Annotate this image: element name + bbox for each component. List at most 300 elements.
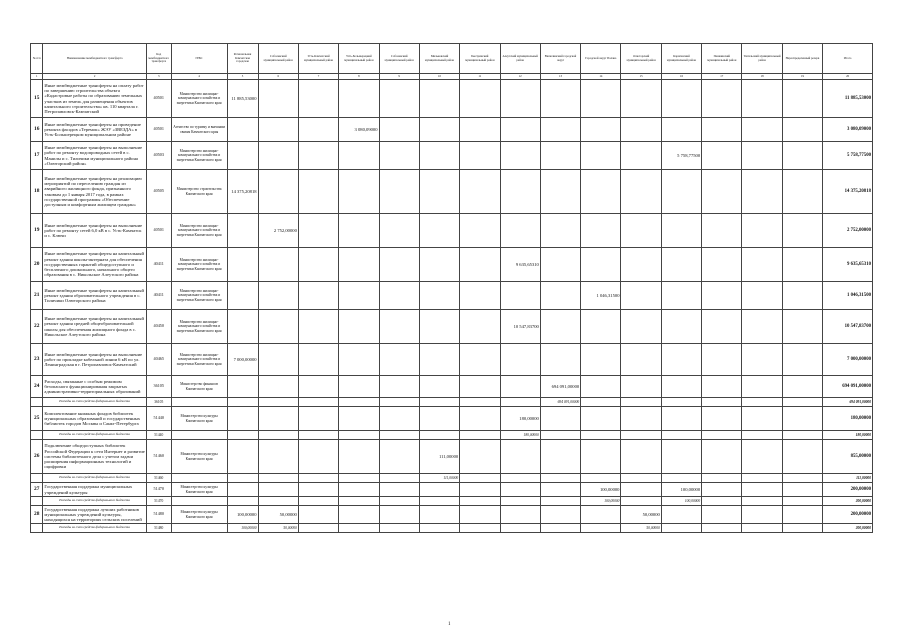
amount-cell bbox=[298, 474, 338, 483]
amount-cell: 111,00000 bbox=[419, 440, 459, 474]
total-cell: 200,00000 bbox=[823, 483, 873, 497]
row-number bbox=[31, 431, 43, 440]
amount-cell bbox=[298, 118, 338, 142]
total-cell: 5 758,77500 bbox=[823, 142, 873, 170]
amount-cell bbox=[419, 431, 459, 440]
amount-cell bbox=[339, 142, 379, 170]
header-grbs: ГРБС bbox=[171, 44, 227, 74]
subtotal-row bbox=[31, 497, 873, 506]
amount-cell bbox=[500, 282, 540, 310]
total-cell: 111,00000 bbox=[823, 474, 873, 483]
amount-cell bbox=[419, 344, 459, 376]
amount-cell bbox=[419, 80, 459, 118]
amount-cell bbox=[227, 474, 258, 483]
subtotal-row bbox=[31, 431, 873, 440]
column-number: 20 bbox=[823, 74, 873, 80]
amount-cell bbox=[419, 407, 459, 431]
transfer-code: 40411 bbox=[146, 282, 171, 310]
amount-cell bbox=[460, 431, 500, 440]
amount-cell bbox=[782, 170, 822, 214]
amount-cell bbox=[581, 344, 621, 376]
header-district: Тигильский муниципальный район bbox=[742, 44, 782, 74]
amount-cell bbox=[661, 431, 701, 440]
total-cell: 1 046,31500 bbox=[823, 282, 873, 310]
amount-cell bbox=[661, 282, 701, 310]
amount-cell bbox=[339, 524, 379, 533]
amount-cell bbox=[379, 376, 419, 398]
amount-cell bbox=[702, 407, 742, 431]
amount-cell bbox=[702, 282, 742, 310]
amount-cell bbox=[227, 310, 258, 344]
amount-cell: 100,00000 bbox=[227, 506, 258, 524]
amount-cell bbox=[460, 398, 500, 407]
amount-cell bbox=[621, 214, 661, 248]
amount-cell bbox=[661, 344, 701, 376]
amount-cell: 14 375,20818 bbox=[227, 170, 258, 214]
amount-cell bbox=[742, 474, 782, 483]
amount-cell bbox=[227, 407, 258, 431]
amount-cell bbox=[379, 310, 419, 344]
amount-cell bbox=[742, 248, 782, 282]
header-district: Усть-Большерецкий муниципальный район bbox=[339, 44, 379, 74]
amount-cell bbox=[500, 118, 540, 142]
header-district: Соболевский муниципальный район bbox=[258, 44, 298, 74]
amount-cell bbox=[460, 282, 500, 310]
amount-cell bbox=[419, 524, 459, 533]
amount-cell bbox=[460, 344, 500, 376]
amount-cell bbox=[621, 440, 661, 474]
amount-cell bbox=[339, 407, 379, 431]
transfer-code: 40411 bbox=[146, 248, 171, 282]
amount-cell bbox=[742, 142, 782, 170]
amount-cell bbox=[419, 248, 459, 282]
amount-cell bbox=[581, 142, 621, 170]
transfer-code: 40501 bbox=[146, 80, 171, 118]
amount-cell bbox=[661, 376, 701, 398]
transfer-name: Подключение общедоступных библиотек Российской Федерации к сети Интернет и развитие системы библиотечного дела с учетом задачи расширения информационных технологий и оцифровки bbox=[43, 440, 146, 474]
amount-cell bbox=[419, 214, 459, 248]
total-cell: 180,00000 bbox=[823, 431, 873, 440]
amount-cell bbox=[379, 483, 419, 497]
grbs-name bbox=[171, 431, 227, 440]
amount-cell: 50,00000 bbox=[258, 524, 298, 533]
row-number: 24 bbox=[31, 376, 43, 398]
transfer-code: 51440 bbox=[146, 407, 171, 431]
table-row bbox=[31, 344, 873, 376]
amount-cell bbox=[298, 524, 338, 533]
amount-cell bbox=[298, 376, 338, 398]
column-number: 7 bbox=[298, 74, 338, 80]
header-total: Итого bbox=[823, 44, 873, 74]
amount-cell bbox=[258, 282, 298, 310]
amount-cell: 2 752,00000 bbox=[258, 214, 298, 248]
column-number: 3 bbox=[146, 74, 171, 80]
amount-cell bbox=[379, 344, 419, 376]
row-number: 15 bbox=[31, 80, 43, 118]
amount-cell bbox=[621, 376, 661, 398]
transfer-code: 51460 bbox=[146, 474, 171, 483]
transfer-code: 36105 bbox=[146, 376, 171, 398]
transfer-code: 51470 bbox=[146, 483, 171, 497]
column-number: 11 bbox=[460, 74, 500, 80]
column-number: 12 bbox=[500, 74, 540, 80]
amount-cell bbox=[540, 248, 580, 282]
amount-cell bbox=[379, 431, 419, 440]
amount-cell bbox=[581, 506, 621, 524]
amount-cell: 111,00000 bbox=[419, 474, 459, 483]
amount-cell bbox=[460, 407, 500, 431]
amount-cell bbox=[581, 170, 621, 214]
amount-cell bbox=[379, 118, 419, 142]
amount-cell bbox=[258, 474, 298, 483]
grbs-name: Министерство строительства Камчатского края bbox=[171, 170, 227, 214]
column-number: 5 bbox=[227, 74, 258, 80]
grbs-name: Министерство жилищно-коммунального хозяйства и энергетики Камчатского края bbox=[171, 282, 227, 310]
grbs-name: Министерство жилищно-коммунального хозяйства и энергетики Камчатского края bbox=[171, 248, 227, 282]
transfer-name: Комплектование книжных фондов библиотек муниципальных образований и государственных библиотек городов Москвы и Санкт-Петербурга bbox=[43, 407, 146, 431]
amount-cell bbox=[540, 440, 580, 474]
amount-cell bbox=[581, 398, 621, 407]
table-row bbox=[31, 506, 873, 524]
amount-cell bbox=[621, 142, 661, 170]
amount-cell bbox=[460, 440, 500, 474]
transfer-code: 40501 bbox=[146, 214, 171, 248]
transfer-code: 40450 bbox=[146, 310, 171, 344]
amount-cell bbox=[258, 118, 298, 142]
amount-cell bbox=[702, 214, 742, 248]
transfer-code: 51440 bbox=[146, 431, 171, 440]
amount-cell bbox=[460, 483, 500, 497]
amount-cell bbox=[258, 440, 298, 474]
grbs-name: Министерство финансов Камчатского края bbox=[171, 376, 227, 398]
amount-cell bbox=[298, 248, 338, 282]
column-number: 6 bbox=[258, 74, 298, 80]
row-number bbox=[31, 474, 43, 483]
amount-cell bbox=[298, 497, 338, 506]
transfer-name: Иные межбюджетные трансферты на реализацию мероприятий по переселению граждан из аварийного жилищного фонда, признанного таковым до 1 января 2017 года, в рамках государственной программы «Обеспечение доступным и комфортным жилищем граждан» bbox=[43, 170, 146, 214]
table-body bbox=[31, 80, 873, 533]
transfer-name: Расходы за счет средств федерального бюджета bbox=[43, 474, 146, 483]
row-number: 18 bbox=[31, 170, 43, 214]
transfer-code: 51480 bbox=[146, 524, 171, 533]
transfers-table bbox=[30, 43, 873, 533]
amount-cell bbox=[227, 282, 258, 310]
grbs-name: Министерство жилищно-коммунального хозяйства и энергетики Камчатского края bbox=[171, 344, 227, 376]
amount-cell bbox=[661, 506, 701, 524]
amount-cell bbox=[258, 376, 298, 398]
amount-cell bbox=[339, 282, 379, 310]
amount-cell bbox=[460, 248, 500, 282]
amount-cell bbox=[500, 497, 540, 506]
amount-cell: 7 000,00000 bbox=[227, 344, 258, 376]
amount-cell bbox=[540, 407, 580, 431]
transfer-name: Иные межбюджетные трансферты на капитальный ремонт здания средней общеобразовательной школы для обеспечения жилищного фонда в с. Никольское Алеутского района bbox=[43, 310, 146, 344]
total-cell: 3 080,09000 bbox=[823, 118, 873, 142]
amount-cell bbox=[702, 440, 742, 474]
transfer-name: Государственная поддержка муниципальных учреждений культуры bbox=[43, 483, 146, 497]
amount-cell bbox=[227, 214, 258, 248]
amount-cell bbox=[782, 506, 822, 524]
amount-cell bbox=[460, 497, 500, 506]
amount-cell bbox=[702, 248, 742, 282]
amount-cell bbox=[661, 398, 701, 407]
amount-cell bbox=[298, 398, 338, 407]
amount-cell bbox=[419, 497, 459, 506]
amount-cell bbox=[702, 524, 742, 533]
column-number: 14 bbox=[581, 74, 621, 80]
amount-cell bbox=[621, 310, 661, 344]
amount-cell bbox=[339, 310, 379, 344]
amount-cell bbox=[742, 170, 782, 214]
header-district: Пенжинский муниципальный район bbox=[702, 44, 742, 74]
total-cell: 200,00000 bbox=[823, 506, 873, 524]
amount-cell bbox=[702, 483, 742, 497]
amount-cell bbox=[702, 506, 742, 524]
grbs-name: Министерство жилищно-коммунального хозяйства и энергетики Камчатского края bbox=[171, 310, 227, 344]
amount-cell bbox=[258, 398, 298, 407]
amount-cell bbox=[581, 80, 621, 118]
amount-cell bbox=[621, 170, 661, 214]
amount-cell bbox=[379, 398, 419, 407]
transfer-name: Иные межбюджетные трансферты на оплату работ по завершению строительства объекта «Кадастровые работы по образованию земельных участков из земель для размещения объектов капитального строительства» кв. 110 квартала г. Петропавловск-Камчатский bbox=[43, 80, 146, 118]
amount-cell bbox=[460, 506, 500, 524]
header-district: Нераспределенный резерв bbox=[782, 44, 822, 74]
amount-cell bbox=[661, 474, 701, 483]
transfer-name: Иные межбюджетные трансферты на выполнение работ по ремонту водопроводных сетей в с. Манилы и с. Тиличики муниципального района «Олюторский район» bbox=[43, 142, 146, 170]
grbs-name: Агентство по туризму и внешним связям Камчатского края bbox=[171, 118, 227, 142]
amount-cell bbox=[742, 344, 782, 376]
column-number: 18 bbox=[742, 74, 782, 80]
amount-cell bbox=[419, 310, 459, 344]
amount-cell bbox=[258, 483, 298, 497]
amount-cell bbox=[298, 431, 338, 440]
amount-cell: 100,00000 bbox=[661, 497, 701, 506]
transfer-name: Расходы за счет средств федерального бюджета bbox=[43, 524, 146, 533]
amount-cell bbox=[227, 497, 258, 506]
table-row bbox=[31, 170, 873, 214]
amount-cell bbox=[702, 310, 742, 344]
amount-cell bbox=[581, 310, 621, 344]
grbs-name: Министерство культуры Камчатского края bbox=[171, 483, 227, 497]
total-cell: 2 752,00000 bbox=[823, 214, 873, 248]
amount-cell bbox=[742, 431, 782, 440]
amount-cell bbox=[298, 214, 338, 248]
amount-cell bbox=[227, 483, 258, 497]
amount-cell bbox=[540, 142, 580, 170]
amount-cell bbox=[258, 248, 298, 282]
amount-cell bbox=[500, 483, 540, 497]
amount-cell bbox=[339, 376, 379, 398]
table-row bbox=[31, 248, 873, 282]
amount-cell bbox=[540, 483, 580, 497]
table-row bbox=[31, 80, 873, 118]
amount-cell bbox=[742, 497, 782, 506]
amount-cell bbox=[702, 431, 742, 440]
amount-cell bbox=[339, 483, 379, 497]
amount-cell bbox=[540, 214, 580, 248]
amount-cell bbox=[500, 214, 540, 248]
amount-cell bbox=[540, 80, 580, 118]
amount-cell bbox=[258, 497, 298, 506]
header-regional: Региональная Камчатская городская bbox=[227, 44, 258, 74]
amount-cell bbox=[379, 282, 419, 310]
column-number: 19 bbox=[782, 74, 822, 80]
amount-cell bbox=[379, 497, 419, 506]
transfer-code: 51460 bbox=[146, 440, 171, 474]
amount-cell bbox=[298, 506, 338, 524]
amount-cell bbox=[419, 170, 459, 214]
amount-cell bbox=[782, 282, 822, 310]
amount-cell: 9 635,65310 bbox=[500, 248, 540, 282]
amount-cell bbox=[379, 474, 419, 483]
amount-cell bbox=[500, 80, 540, 118]
amount-cell bbox=[298, 483, 338, 497]
amount-cell: 1 046,31500 bbox=[581, 282, 621, 310]
amount-cell bbox=[702, 497, 742, 506]
row-number: 23 bbox=[31, 344, 43, 376]
subtotal-row bbox=[31, 474, 873, 483]
amount-cell: 180,00000 bbox=[500, 431, 540, 440]
total-cell: 200,00000 bbox=[823, 497, 873, 506]
row-number bbox=[31, 524, 43, 533]
amount-cell: 50,00000 bbox=[621, 506, 661, 524]
table-row bbox=[31, 310, 873, 344]
amount-cell bbox=[339, 474, 379, 483]
amount-cell bbox=[258, 310, 298, 344]
amount-cell bbox=[581, 524, 621, 533]
amount-cell bbox=[581, 214, 621, 248]
amount-cell bbox=[500, 376, 540, 398]
header-row bbox=[31, 44, 873, 74]
amount-cell: 11 885,53000 bbox=[227, 80, 258, 118]
amount-cell bbox=[782, 440, 822, 474]
amount-cell bbox=[621, 118, 661, 142]
amount-cell bbox=[500, 506, 540, 524]
amount-cell bbox=[540, 431, 580, 440]
amount-cell bbox=[460, 376, 500, 398]
row-number: 19 bbox=[31, 214, 43, 248]
transfer-code: 51480 bbox=[146, 506, 171, 524]
amount-cell bbox=[379, 440, 419, 474]
amount-cell bbox=[258, 142, 298, 170]
transfer-code: 40501 bbox=[146, 118, 171, 142]
amount-cell bbox=[661, 310, 701, 344]
amount-cell bbox=[419, 483, 459, 497]
amount-cell bbox=[500, 142, 540, 170]
transfer-name: Иные межбюджетные трансферты на проведение ремонта фасадов «Теремок» ЖЭУ «ЗВЕЗДА» в Усть-Большерецком муниципальном районе bbox=[43, 118, 146, 142]
amount-cell bbox=[621, 344, 661, 376]
amount-cell bbox=[742, 282, 782, 310]
grbs-name: Министерство жилищно-коммунального хозяйства и энергетики Камчатского края bbox=[171, 80, 227, 118]
amount-cell bbox=[500, 170, 540, 214]
amount-cell bbox=[460, 118, 500, 142]
transfer-code: 40465 bbox=[146, 344, 171, 376]
transfer-code: 40505 bbox=[146, 170, 171, 214]
amount-cell bbox=[782, 214, 822, 248]
amount-cell bbox=[742, 440, 782, 474]
amount-cell bbox=[500, 524, 540, 533]
row-number: 16 bbox=[31, 118, 43, 142]
amount-cell bbox=[621, 407, 661, 431]
amount-cell bbox=[258, 344, 298, 376]
amount-cell bbox=[742, 483, 782, 497]
header-district: Мильковский муниципальный район bbox=[419, 44, 459, 74]
amount-cell bbox=[500, 344, 540, 376]
amount-cell bbox=[661, 248, 701, 282]
amount-cell bbox=[742, 80, 782, 118]
amount-cell bbox=[379, 248, 419, 282]
header-district: Городской округ Палана bbox=[581, 44, 621, 74]
header-code: Код межбюджетного трансферта bbox=[146, 44, 171, 74]
transfer-code: 51470 bbox=[146, 497, 171, 506]
amount-cell: 5 758,77500 bbox=[661, 142, 701, 170]
amount-cell bbox=[379, 214, 419, 248]
amount-cell bbox=[339, 214, 379, 248]
amount-cell bbox=[661, 407, 701, 431]
amount-cell bbox=[702, 142, 742, 170]
amount-cell bbox=[702, 376, 742, 398]
amount-cell bbox=[339, 344, 379, 376]
amount-cell bbox=[621, 282, 661, 310]
amount-cell bbox=[621, 483, 661, 497]
row-number: 27 bbox=[31, 483, 43, 497]
column-number: 1 bbox=[31, 74, 43, 80]
amount-cell bbox=[742, 524, 782, 533]
amount-cell bbox=[500, 474, 540, 483]
amount-cell bbox=[227, 248, 258, 282]
header-district: Олюторский муниципальный район bbox=[621, 44, 661, 74]
amount-cell bbox=[782, 80, 822, 118]
column-number: 9 bbox=[379, 74, 419, 80]
amount-cell bbox=[621, 431, 661, 440]
transfer-name: Иные межбюджетные трансферты на выполнение работ по прокладке кабельной линии 6 кВ по ул. Ленинградская в г. Петропавловск-Камчатский bbox=[43, 344, 146, 376]
row-number: 20 bbox=[31, 248, 43, 282]
total-cell: 11 885,53000 bbox=[823, 80, 873, 118]
transfer-name: Расходы за счет средств федерального бюджета bbox=[43, 398, 146, 407]
amount-cell bbox=[621, 248, 661, 282]
amount-cell: 694 091,00000 bbox=[540, 376, 580, 398]
row-number: 21 bbox=[31, 282, 43, 310]
row-number: 26 bbox=[31, 440, 43, 474]
amount-cell bbox=[339, 170, 379, 214]
transfer-name: Иные межбюджетные трансферты на капитальный ремонт здания образовательного учреждения в с. Тиличики Олюторского района bbox=[43, 282, 146, 310]
amount-cell bbox=[379, 80, 419, 118]
total-cell: 180,00000 bbox=[823, 407, 873, 431]
amount-cell bbox=[581, 248, 621, 282]
amount-cell bbox=[782, 248, 822, 282]
amount-cell bbox=[742, 407, 782, 431]
row-number: 17 bbox=[31, 142, 43, 170]
total-cell: 855,00000 bbox=[823, 440, 873, 474]
table-row bbox=[31, 407, 873, 431]
amount-cell bbox=[227, 118, 258, 142]
column-number: 10 bbox=[419, 74, 459, 80]
amount-cell: 694 091,00000 bbox=[540, 398, 580, 407]
amount-cell bbox=[339, 440, 379, 474]
amount-cell bbox=[460, 80, 500, 118]
amount-cell bbox=[540, 170, 580, 214]
amount-cell bbox=[782, 431, 822, 440]
table-row bbox=[31, 376, 873, 398]
grbs-name bbox=[171, 524, 227, 533]
amount-cell bbox=[339, 506, 379, 524]
amount-cell bbox=[782, 524, 822, 533]
amount-cell bbox=[460, 170, 500, 214]
amount-cell bbox=[339, 248, 379, 282]
amount-cell bbox=[339, 431, 379, 440]
page-number: 1 bbox=[448, 622, 451, 627]
amount-cell bbox=[540, 118, 580, 142]
